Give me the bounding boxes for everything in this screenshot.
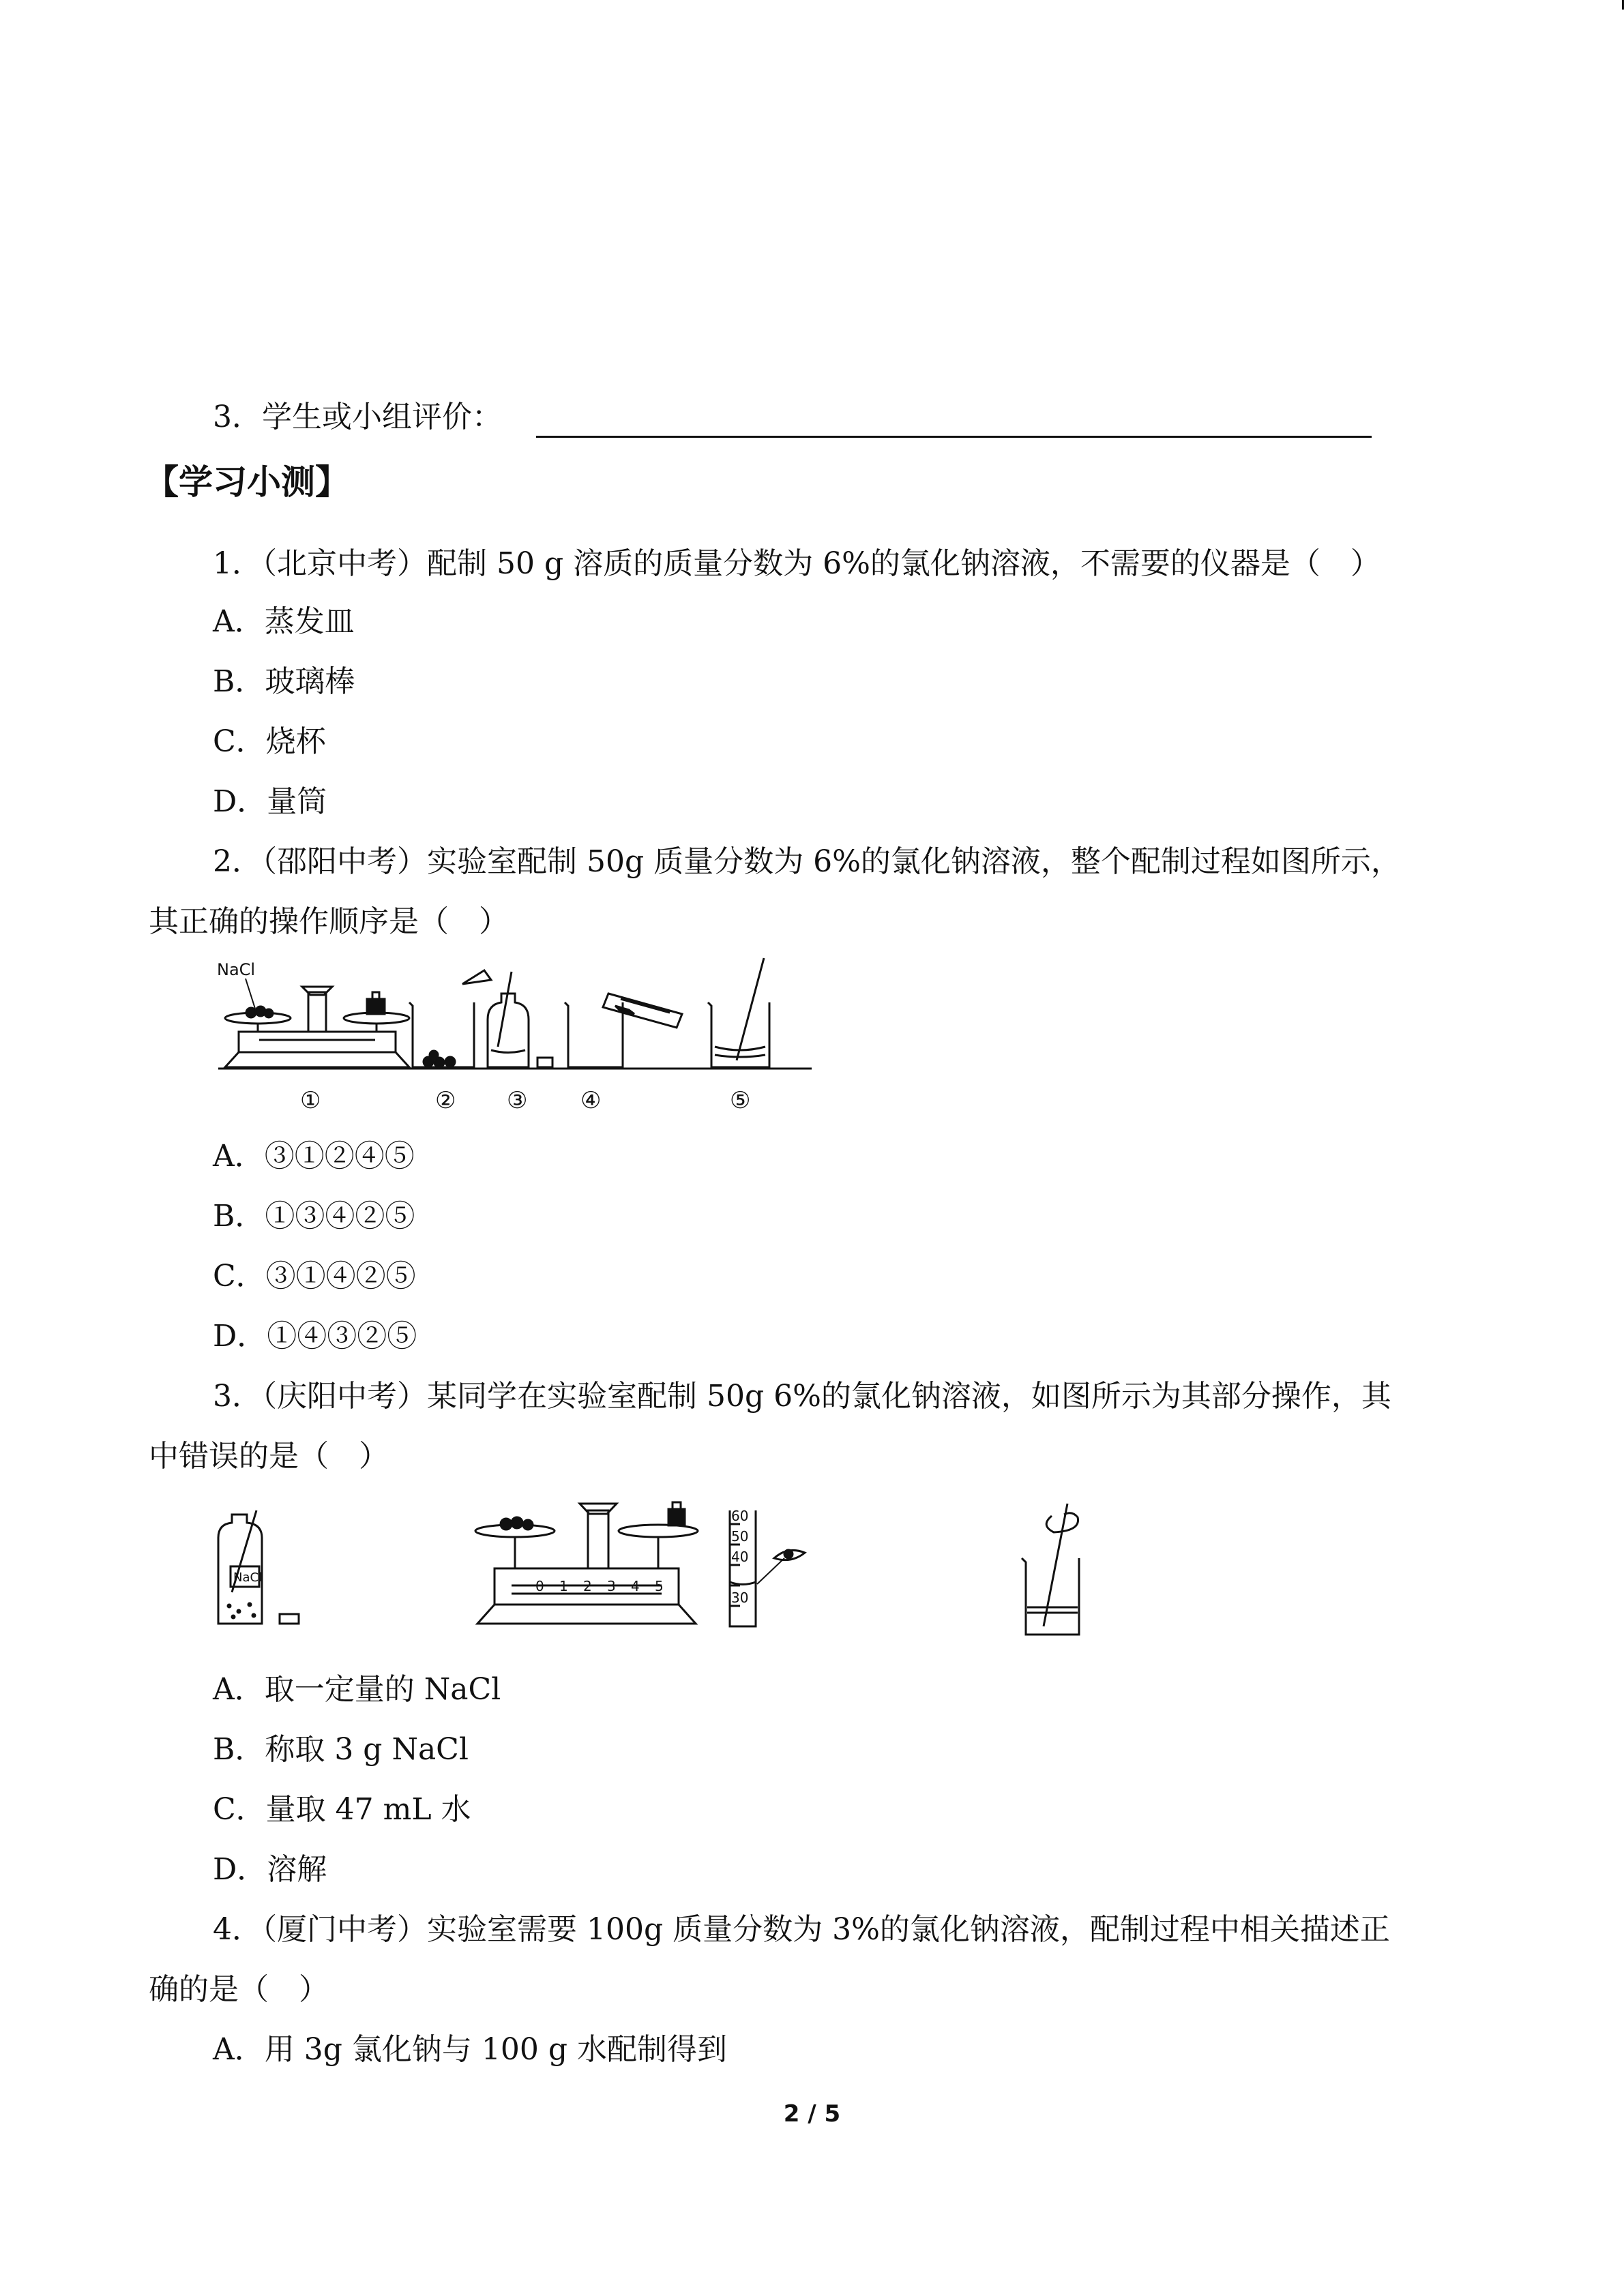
scale-tick-0: 0 (535, 1578, 544, 1594)
q2-option-d: D．①④③②⑤ (213, 1319, 417, 1354)
q4-stem-line1: 4．（厦门中考）实验室需要 100g 质量分数为 3%的氯化钠溶液，配制过程中相关描述正 (213, 1912, 1390, 1947)
q2-step-label-3: ③ (507, 1087, 528, 1114)
cyl-tick-60: 60 (731, 1508, 749, 1524)
q3-option-a: A．取一定量的 NaCl (213, 1672, 501, 1707)
q2-step-label-4: ④ (580, 1087, 602, 1114)
nacl-label: NaCl (217, 960, 256, 979)
nacl-bottle-icon (218, 1510, 299, 1624)
q1-option-b: B．玻璃棒 (213, 664, 355, 699)
q2-option-b: B．①③④②⑤ (213, 1199, 415, 1234)
q3-option-b: B．称取 3 g NaCl (213, 1732, 469, 1767)
q1-option-c: C．烧杯 (213, 724, 326, 759)
q3-figure (191, 1490, 1125, 1640)
q2-option-a: A．③①②④⑤ (213, 1139, 415, 1174)
q1-stem: 1．（北京中考）配制 50 g 溶质的质量分数为 6%的氯化钠溶液，不需要的仪器是（ ） (213, 546, 1381, 581)
evaluation-label: 3．学生或小组评价： (213, 400, 502, 434)
q2-stem-line2: 其正确的操作顺序是（ ） (149, 904, 509, 939)
scale-tick-5: 5 (655, 1578, 664, 1594)
scale-tick-1: 1 (559, 1578, 568, 1594)
scale-tick-2: 2 (583, 1578, 592, 1594)
scale-tick-3: 3 (607, 1578, 616, 1594)
balance-scale-icon (475, 1502, 698, 1624)
cyl-tick-40: 40 (731, 1549, 749, 1565)
cyl-tick-30: 30 (731, 1590, 749, 1606)
q4-option-a: A．用 3g 氯化钠与 100 g 水配制得到 (213, 2032, 728, 2067)
q1-option-a: A．蒸发皿 (213, 604, 355, 639)
page-corner-mark (1618, 0, 1624, 10)
q2-step-label-2: ② (435, 1087, 456, 1114)
q2-step-label-5: ⑤ (730, 1087, 751, 1114)
q3-stem-line1: 3．（庆阳中考）某同学在实验室配制 50g 6%的氯化钠溶液，如图所示为其部分操作，其 (213, 1379, 1391, 1414)
q2-step-label-1: ① (300, 1087, 321, 1114)
page-number: 2 / 5 (783, 2100, 841, 2128)
q3-stem-line2: 中错误的是（ ） (149, 1439, 389, 1474)
cyl-tick-50: 50 (731, 1528, 749, 1545)
section-title: 【学习小测】 (145, 462, 349, 502)
bottle-label: NaCl (233, 1570, 263, 1585)
dissolving-beaker-icon (1022, 1504, 1079, 1635)
beaker-stirring-icon (708, 958, 769, 1067)
balance-icon (225, 987, 409, 1067)
scale-tick-4: 4 (631, 1578, 640, 1594)
reagent-bottle-icon (488, 972, 552, 1067)
evaluation-blank[interactable] (536, 406, 1372, 438)
q3-option-c: C．量取 47 mL 水 (213, 1792, 471, 1827)
beaker-pouring-icon (565, 994, 682, 1067)
q2-stem-line1: 2．（邵阳中考）实验室配制 50g 质量分数为 6%的氯化钠溶液，整个配制过程如图所示， (213, 844, 1401, 879)
beaker-with-solid-icon (409, 970, 491, 1067)
q1-option-d: D．量筒 (213, 784, 327, 819)
q3-option-d: D．溶解 (213, 1852, 327, 1887)
evaluation-line (213, 397, 1372, 438)
q4-stem-line2: 确的是（ ） (149, 1972, 329, 2007)
q2-option-c: C．③①④②⑤ (213, 1259, 416, 1294)
q2-figure (211, 951, 825, 1115)
